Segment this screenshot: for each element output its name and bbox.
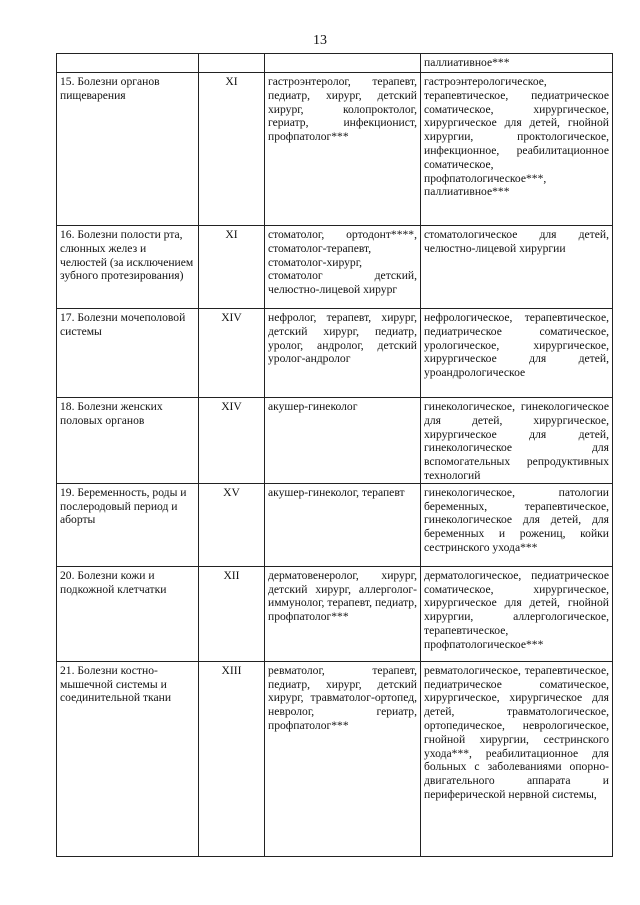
table-row [57, 661, 613, 856]
class-cell: XIV [199, 309, 265, 398]
disease-cell: 20. Болезни кожи и подкожной клетчатки [57, 566, 199, 661]
profiles-cell: дерматологическое, педиатрическое соматическое, хирургическое, хирургическое для детей, гнойной хирургии, аллергологическое, терапевтическое, профпатологическое*** [421, 566, 613, 661]
diagnosis-table [56, 53, 613, 857]
table-row [57, 73, 613, 226]
profiles-cell: паллиативное*** [421, 54, 613, 73]
disease-cell: 21. Болезни костно-мышечной системы и соединительной ткани [57, 661, 199, 856]
class-cell: XI [199, 226, 265, 309]
class-cell: XV [199, 483, 265, 566]
profiles-cell: гинекологическое, гинекологическое для детей, хирургическое, хирургическое для детей, гинекологическое для вспомогательных репродуктивных технологий [421, 398, 613, 484]
profiles-cell: ревматологическое, терапевтическое, педиатрическое соматическое, хирургическое, хирургическое для детей, травматологическое, ортопедическое, неврологическое, гнойной хирургии, сестринского ухода***, реабилитационное для больных с заболеваниями опорно-двигательного аппарата и периферической нервной системы, [421, 661, 613, 856]
class-cell: XIV [199, 398, 265, 484]
class-cell: XII [199, 566, 265, 661]
disease-cell: 19. Беременность, роды и послеродовый период и аборты [57, 483, 199, 566]
specialists-cell: акушер-гинеколог, терапевт [265, 483, 421, 566]
disease-cell: 18. Болезни женских половых органов [57, 398, 199, 484]
class-cell: XIII [199, 661, 265, 856]
profiles-cell: стоматологическое для детей, челюстно-лицевой хирургии [421, 226, 613, 309]
specialists-cell: ревматолог, терапевт, педиатр, хирург, детский хирург, травматолог-ортопед, невролог, гериатр, профпатолог*** [265, 661, 421, 856]
specialists-cell: гастроэнтеролог, терапевт, педиатр, хирург, детский хирург, колопроктолог, гериатр, инфекционист, профпатолог*** [265, 73, 421, 226]
specialists-cell: дерматовенеролог, хирург, детский хирург, аллерголог-иммунолог, терапевт, педиатр, профпатолог*** [265, 566, 421, 661]
profiles-cell: гинекологическое, патологии беременных, терапевтическое, гинекологическое для детей, для беременных и рожениц, койки сестринского ухода*** [421, 483, 613, 566]
table-row [57, 226, 613, 309]
specialists-cell: стоматолог, ортодонт****, стоматолог-терапевт, стоматолог-хирург, стоматолог детский, челюстно-лицевой хирург [265, 226, 421, 309]
disease-cell: 17. Болезни мочеполовой системы [57, 309, 199, 398]
class-cell [199, 54, 265, 73]
specialists-cell: нефролог, терапевт, хирург, детский хирург, педиатр, уролог, андролог, детский уролог-андролог [265, 309, 421, 398]
specialists-cell: акушер-гинеколог [265, 398, 421, 484]
table-row [57, 309, 613, 398]
table-row [57, 483, 613, 566]
table-row [57, 566, 613, 661]
profiles-cell: нефрологическое, терапевтическое, педиатрическое соматическое, урологическое, хирургическое, хирургическое для детей, уроандрологическое [421, 309, 613, 398]
disease-cell [57, 54, 199, 73]
table-row [57, 54, 613, 73]
specialists-cell [265, 54, 421, 73]
disease-cell: 16. Болезни полости рта, слюнных желез и челюстей (за исключением зубного протезирования) [57, 226, 199, 309]
table-row [57, 398, 613, 484]
disease-cell: 15. Болезни органов пищеварения [57, 73, 199, 226]
page-number: 13 [313, 33, 327, 48]
profiles-cell: гастроэнтерологическое, терапевтическое, педиатрическое соматическое, хирургическое, хирургическое для детей, гнойной хирургии, проктологическое, инфекционное, реабилитационное соматическое, профпатологическое***, паллиативное*** [421, 73, 613, 226]
class-cell: XI [199, 73, 265, 226]
